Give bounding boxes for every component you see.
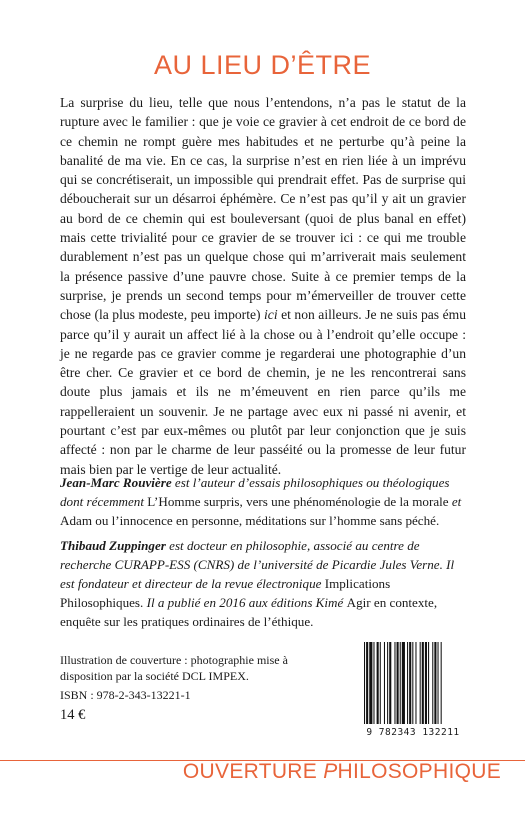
blurb-text	[60, 93, 466, 479]
barcode-bar	[384, 642, 385, 724]
collection-part-3: HILOSOPHIQUE	[337, 760, 501, 783]
collection-part-2: P	[323, 760, 338, 783]
barcode-digits: 9 782343 132211	[360, 727, 466, 738]
bio2-text-2: Il a publié en 2016 aux éditions Kimé	[143, 595, 347, 610]
barcode-bar	[377, 642, 379, 724]
bio1-book-1: L’Homme surpris, vers une phénoménologie de la morale	[147, 494, 449, 509]
isbn: ISBN : 978-2-343-13221-1	[60, 688, 191, 702]
barcode-bar	[389, 642, 391, 724]
collection-name	[183, 760, 501, 784]
author-bio-zuppinger	[60, 536, 466, 631]
barcode-bar	[438, 642, 439, 724]
barcode-bar	[397, 642, 399, 724]
author-bio-rouviere	[60, 473, 466, 530]
blurb-part-2: et non ailleurs. Je ne suis pas ému parce qu’il y aurait un affect lié à la chose ou à l’endroit qu’elle occupe : je ne regarde pas ce gravier comme je regarderai une photographie d’un être cher. Ce gravier et ce bord de chemin, je ne les rencontrerai sans doute plus jamais et ils ne m’émeuvent en rien parce qu’ils me rappelleraient un souvenir. Je ne partage avec eux ni passé ni avenir, et pourtant c’est par eux-mêmes ou plutôt par leur conjonction que je suis affecté : non par le charme de leur passéité ou la promesse de leur futur mais bien par le vertige de leur actualité.	[60, 307, 466, 477]
barcode-bars	[360, 640, 466, 726]
barcode-bar	[400, 642, 401, 724]
barcode-bar	[422, 642, 424, 724]
barcode-bar	[441, 642, 442, 724]
barcode-bar	[402, 642, 405, 724]
barcode-bar	[434, 642, 436, 724]
bio2-journal: Implications Philosophiques.	[60, 576, 391, 610]
barcode-bar	[407, 642, 408, 724]
barcode-bar	[366, 642, 368, 724]
bio1-text-2: et	[448, 494, 462, 509]
bio1-book-2: Adam ou l’innocence en personne, méditations sur l’homme sans péché.	[60, 513, 440, 528]
bio1-text-1: est l’auteur d’essais philosophiques ou théologiques dont récemment	[60, 475, 450, 509]
barcode-bar	[387, 642, 388, 724]
blurb-part-1: La surprise du lieu, telle que nous l’entendons, n’a pas le statut de la rupture avec le familier : que je voie ce gravier à cet endroit de ce bord de ce chemin ne rompt guère mes habitudes et ne perturbe qu’à peine la banalité de ma vie. En ce cas, la surprise n’est en rien liée à un imprévu qui se concrétiserait, un impossible qui prendrait effet. Pas de surprise qui déboucherait sur un désarroi éphémère. Ce n’est pas qu’il y ait un gravier au bord de ce chemin qui est bouleversant (quoi de plus banal en effet) mais cette trivialité pour ce gravier de se trouver ici : ce qui me trouble durablement n’est pas un quelque chose qui m’arriverait mais seulement la présence passive d’une pauvre chose. Suite à ce premier temps de la surprise, je prends un second temps pour m’émerveiller de trouver cette chose (la plus modeste, peu importe)	[60, 95, 466, 323]
barcode-bar	[373, 642, 374, 724]
cover-credit: Illustration de couverture : photographie mise à disposition par la société DCL IMPEX.	[60, 653, 288, 683]
barcode-bar	[380, 642, 381, 724]
blurb-italic-word: ici	[264, 307, 278, 323]
book-title: AU LIEU D’ÊTRE	[153, 50, 372, 80]
barcode-bar	[428, 642, 429, 724]
barcode-bar	[412, 642, 413, 724]
author-name-rouviere: Jean-Marc Rouvière	[60, 475, 172, 490]
barcode-bar	[415, 642, 416, 724]
price: 14 €	[60, 707, 86, 723]
bio2-text-1: est docteur en philosophie, associé au centre de recherche CURAPP-ESS (CNRS) de l’université de Picardie Jules Verne. Il est fondateur et directeur de la revue électronique	[60, 538, 455, 591]
barcode-bar	[432, 642, 433, 724]
barcode-bar	[409, 642, 411, 724]
bio2-book: Agir en contexte, enquête sur les pratiques ordinaires de l’éthique.	[60, 595, 438, 629]
collection-part-1: OUVERTURE	[182, 760, 324, 783]
barcode-bar	[369, 642, 372, 724]
barcode-bar	[425, 642, 427, 724]
barcode-bar	[394, 642, 395, 724]
author-name-zuppinger: Thibaud Zuppinger	[60, 538, 166, 553]
barcode-bar	[420, 642, 421, 724]
barcode-bar	[364, 642, 365, 724]
